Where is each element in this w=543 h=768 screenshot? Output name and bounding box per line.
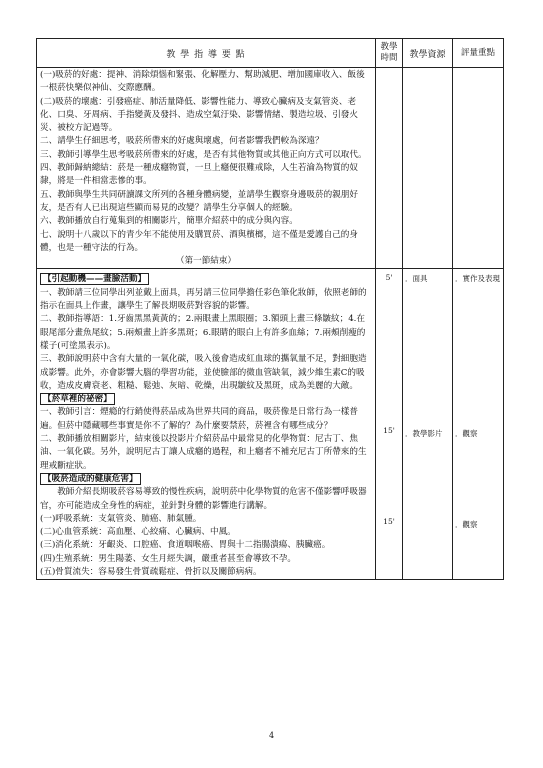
list-item: (二)心血管系統：高血壓、心絞痛、心臟病、中風。 — [40, 527, 236, 538]
resource-cell-part2 — [403, 269, 453, 580]
table-header-row — [37, 39, 504, 68]
table-row — [37, 269, 504, 580]
resource-item: ．面具 — [405, 274, 428, 284]
section-title-motivation: 【引起動機——畫臉活動】 — [40, 273, 372, 286]
list-item: 二、教師指導語：1.牙齒黑黑黃黃的；2.兩眼畫上黑眼圈；3.額頭上畫三條皺紋；4.在眼尾部分畫魚尾紋；5.兩頰畫上許多黑斑；6.眼睛的眼白上有許多血絲；7.兩頰削瘦的樣子(可塗黑表示)。 — [40, 314, 366, 351]
list-item: 三、教師引導學生思考吸菸所帶來的好處，是否有其他物質或其他正向方式可以取代。 — [40, 149, 367, 160]
list-item: 三、教師說明菸中含有大量的一氧化碳，吸入後會造成紅血球的攜氧量不足，對細胞造成影響。此外，亦會影響大腦的學習功能，並使臉部的微血管缺氧，減少維生素C的吸收，造成皮膚衰老、粗糙、鬆弛、灰暗、乾燥，出現皺紋及黑斑，成為美麗的大敵。 — [40, 354, 367, 391]
lesson-table — [36, 38, 504, 580]
eval-item: ．觀察 — [455, 520, 478, 530]
time-cell-part2 — [376, 269, 403, 580]
list-item: (二)吸菸的壞處：引發癌症、肺活量降低、影響性能力、導致心臟病及支氣管炎、老化、口臭、牙周病、手指變黃及發抖、造成空氣汙染、影響情緒、製造垃圾、引發火災、被校方記過等。 — [40, 96, 358, 134]
table-row — [37, 68, 504, 269]
list-item: 五、教師與學生共同研讀課文所列的各種身體病變，並請學生觀察身邊吸菸的親朋好友，是否有人已出現這些顯而易見的改變？請學生分享個人的經驗。 — [40, 189, 358, 213]
header-resources: 教學資源 — [403, 39, 453, 68]
time-value: 5' — [385, 273, 393, 283]
eval-cell-part2 — [453, 269, 504, 580]
list-item: (一)吸菸的好處：提神、消除煩惱和緊張、化解壓力、幫助減肥、增加國庫收入、飯後一根菸快樂似神仙、交際應酬。 — [40, 70, 365, 94]
resource-cell-part1 — [403, 68, 453, 269]
list-item: 二、請學生仔細思考，吸菸所帶來的好處與壞處，何者影響我們較為深遠？ — [40, 136, 324, 147]
lesson-plan-page — [36, 38, 503, 580]
list-item: 四、教師歸納總結：菸是一種成癮物質，一旦上癮便很難戒除，人生若淪為物質的奴隸，將是一件相當悲慘的事。 — [40, 163, 358, 187]
eval-item: ．實作及表現 — [455, 274, 500, 284]
resource-item: ．教學影片 — [405, 429, 443, 439]
guidance-cell-part2 — [37, 269, 376, 580]
list-item: (三)消化系統：牙齦炎、口腔癌、食道咽喉癌、胃與十二指腸潰瘍、胰臟癌。 — [40, 540, 331, 551]
section-intro: 教師介紹長期吸菸容易導致的慢性疾病，說明菸中化學物質的危害不僅影響呼吸器官，亦可能造成全身性的病症，並針對身體的影響進行講解。 — [40, 487, 367, 511]
page-number: 4 — [268, 731, 275, 740]
list-item: 一、教師請三位同學出列並戴上面具，再另請三位同學擔任彩色筆化妝師，依照老師的指示在面具上作畫，讓學生了解長期吸菸對容貌的影響。 — [40, 287, 367, 312]
section-title-health-hazards: 【吸菸造成的健康危害】 — [40, 473, 372, 486]
list-item: 七、說明十八歲以下的青少年不能使用及購買菸、酒與檳榔，這不僅是愛護自己的身體，也是一種守法的行為。 — [40, 229, 358, 253]
eval-cell-part1 — [453, 68, 504, 269]
list-item: (五)骨質流失：容易發生骨質疏鬆症、骨折以及關節病病。 — [40, 566, 262, 577]
list-item: (一)呼吸系統：支氣管炎、肺癌、肺氣腫。 — [40, 513, 202, 524]
eval-item: ．觀察 — [455, 429, 478, 439]
list-item: 一、教師引言：煙瘾的行銷使得菸品成為世界共同的商品，吸菸像是日常行為一樣普遍。但菸中隱藏哪些事實是你不了解的？為什麼要禁菸，菸裡含有哪些成分？ — [40, 407, 358, 431]
list-item: 六、教師播放自行蒐集到的相關影片，簡單介紹菸中的成分與內容。 — [40, 216, 298, 227]
list-item: 二、教師播放相關影片，結束後以投影片介紹菸品中最常見的化學物質：尼古丁、焦油、一氧化碳。另外，說明尼古丁讓人成癮的過程，和上癮者不補充尼古丁所帶來的生理戒斷症狀。 — [40, 434, 367, 471]
time-value: 15' — [383, 426, 395, 436]
list-item: (四)生殖系統：男生陽萎、女生月經失調，嚴重者甚至會導致不孕。 — [40, 553, 296, 564]
time-value: 15' — [383, 517, 395, 527]
header-time: 教學時間 — [376, 39, 403, 68]
guidance-cell-part1 — [37, 68, 376, 269]
header-guidance: 教 學 指 導 要 點 — [37, 39, 376, 68]
header-evaluation: 評量重點 — [453, 39, 504, 68]
section-title-tobacco-secrets: 【菸草裡的祕密】 — [40, 393, 372, 406]
section-end-mark: （第一節結束） — [175, 256, 237, 267]
time-cell-part1 — [376, 68, 403, 269]
